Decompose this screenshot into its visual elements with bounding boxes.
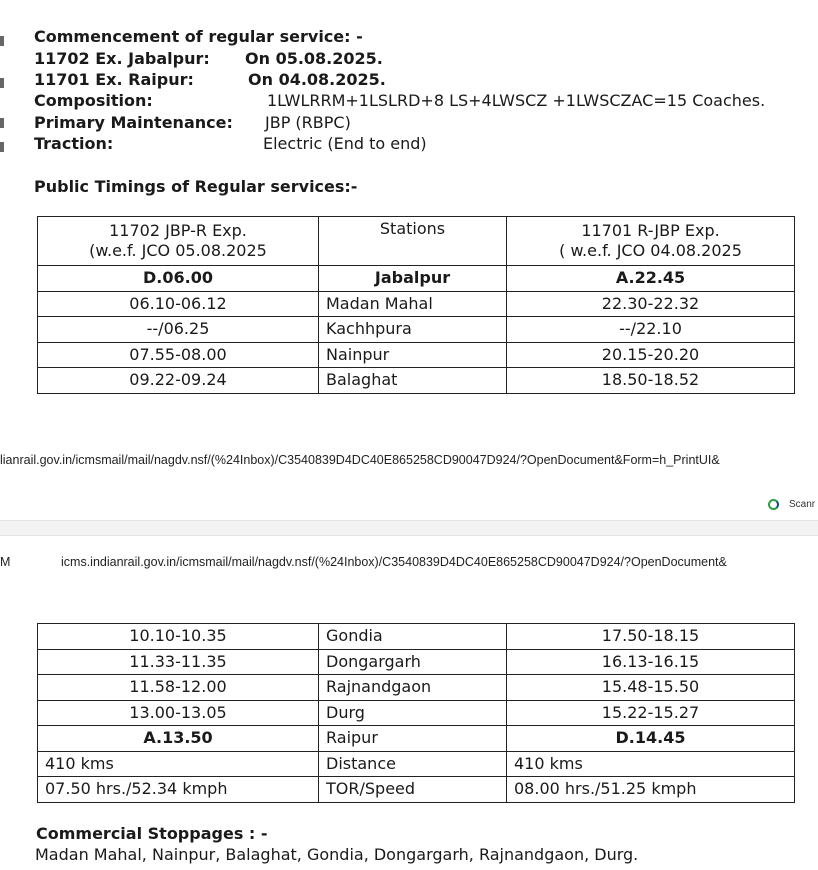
page-break (0, 520, 818, 536)
commercial-stoppages-title: Commercial Stoppages : - (36, 824, 268, 843)
table-row (38, 675, 795, 701)
margin-mark (0, 78, 4, 88)
table-row (38, 266, 795, 292)
up-time: 16.13-16.15 (507, 649, 795, 675)
up-train-start-date: On 04.08.2025. (248, 70, 386, 89)
speed-label: TOR/Speed (319, 777, 507, 803)
station-name: Gondia (319, 624, 507, 650)
up-time: 22.30-22.32 (507, 291, 795, 317)
table-row (38, 726, 795, 752)
print-url-header: icms.indianrail.gov.in/icmsmail/mail/nagdv.nsf/(%24Inbox)/C3540839D4DC40E865258CD90047D924/?OpenDocument& (61, 555, 727, 569)
scanner-logo-icon (768, 499, 779, 510)
margin-mark (0, 142, 4, 152)
timings-title: Public Timings of Regular services:- (34, 177, 358, 196)
station-name: Raipur (319, 726, 507, 752)
station-name: Dongargarh (319, 649, 507, 675)
down-time: 06.10-06.12 (38, 291, 319, 317)
down-train-wef: (w.e.f. JCO 05.08.2025 (89, 241, 267, 260)
maintenance-label: Primary Maintenance: (34, 113, 233, 132)
down-train-header (38, 217, 319, 266)
up-train-wef: ( w.e.f. JCO 04.08.2025 (559, 241, 742, 260)
commencement-heading: Commencement of regular service: - (34, 27, 363, 46)
distance-label: Distance (319, 751, 507, 777)
station-name: Durg (319, 700, 507, 726)
composition-label: Composition: (34, 91, 153, 110)
station-name: Rajnandgaon (319, 675, 507, 701)
table-row (38, 649, 795, 675)
distance-row (38, 751, 795, 777)
up-distance: 410 kms (507, 751, 795, 777)
down-distance: 410 kms (38, 751, 319, 777)
up-speed: 08.00 hrs./51.25 kmph (507, 777, 795, 803)
down-time: D.06.00 (38, 266, 319, 292)
down-train-name: 11702 JBP-R Exp. (109, 221, 247, 240)
margin-mark (0, 118, 4, 128)
table-row (38, 624, 795, 650)
station-name: Kachhpura (319, 317, 507, 343)
timetable-part2 (37, 623, 795, 803)
traction-label: Traction: (34, 134, 114, 153)
up-time: 15.48-15.50 (507, 675, 795, 701)
down-time: 09.22-09.24 (38, 368, 319, 394)
down-speed: 07.50 hrs./52.34 kmph (38, 777, 319, 803)
up-time: D.14.45 (507, 726, 795, 752)
up-train-name: 11701 R-JBP Exp. (581, 221, 720, 240)
maintenance-value: JBP (RBPC) (265, 113, 351, 132)
down-time: 13.00-13.05 (38, 700, 319, 726)
scanner-watermark (768, 499, 815, 510)
stations-header: Stations (319, 217, 507, 266)
composition-value: 1LWLRRM+1LSLRD+8 LS+4LWSCZ +1LWSCZAC=15 Coaches. (267, 91, 766, 110)
table-row (38, 700, 795, 726)
down-train-label: 11702 Ex. Jabalpur: (34, 49, 210, 68)
table-row (38, 368, 795, 394)
traction-value: Electric (End to end) (263, 134, 427, 153)
down-time: 07.55-08.00 (38, 342, 319, 368)
down-time: 10.10-10.35 (38, 624, 319, 650)
down-time: --/06.25 (38, 317, 319, 343)
down-train-start-date: On 05.08.2025. (245, 49, 383, 68)
scanner-label: Scanr (789, 499, 816, 510)
station-name: Nainpur (319, 342, 507, 368)
print-url-footer: lianrail.gov.in/icmsmail/mail/nagdv.nsf/(%24Inbox)/C3540839D4DC40E865258CD90047D924/?OpenDocument&Form=h_PrintUI& (0, 453, 720, 467)
up-train-header (507, 217, 795, 266)
up-time: 15.22-15.27 (507, 700, 795, 726)
up-train-label: 11701 Ex. Raipur: (34, 70, 194, 89)
margin-mark (0, 36, 4, 46)
page-margin-letter: M (0, 555, 11, 569)
up-time: 20.15-20.20 (507, 342, 795, 368)
up-time: --/22.10 (507, 317, 795, 343)
up-time: 18.50-18.52 (507, 368, 795, 394)
up-time: A.22.45 (507, 266, 795, 292)
down-time: 11.58-12.00 (38, 675, 319, 701)
table-header-row (38, 217, 795, 266)
down-time: A.13.50 (38, 726, 319, 752)
up-time: 17.50-18.15 (507, 624, 795, 650)
speed-row (38, 777, 795, 803)
down-time: 11.33-11.35 (38, 649, 319, 675)
timetable-part1 (37, 216, 795, 394)
station-name: Madan Mahal (319, 291, 507, 317)
station-name: Balaghat (319, 368, 507, 394)
station-name: Jabalpur (319, 266, 507, 292)
table-row (38, 291, 795, 317)
table-row (38, 342, 795, 368)
commercial-stoppages-list: Madan Mahal, Nainpur, Balaghat, Gondia, Dongargarh, Rajnandgaon, Durg. (35, 845, 639, 864)
table-row (38, 317, 795, 343)
